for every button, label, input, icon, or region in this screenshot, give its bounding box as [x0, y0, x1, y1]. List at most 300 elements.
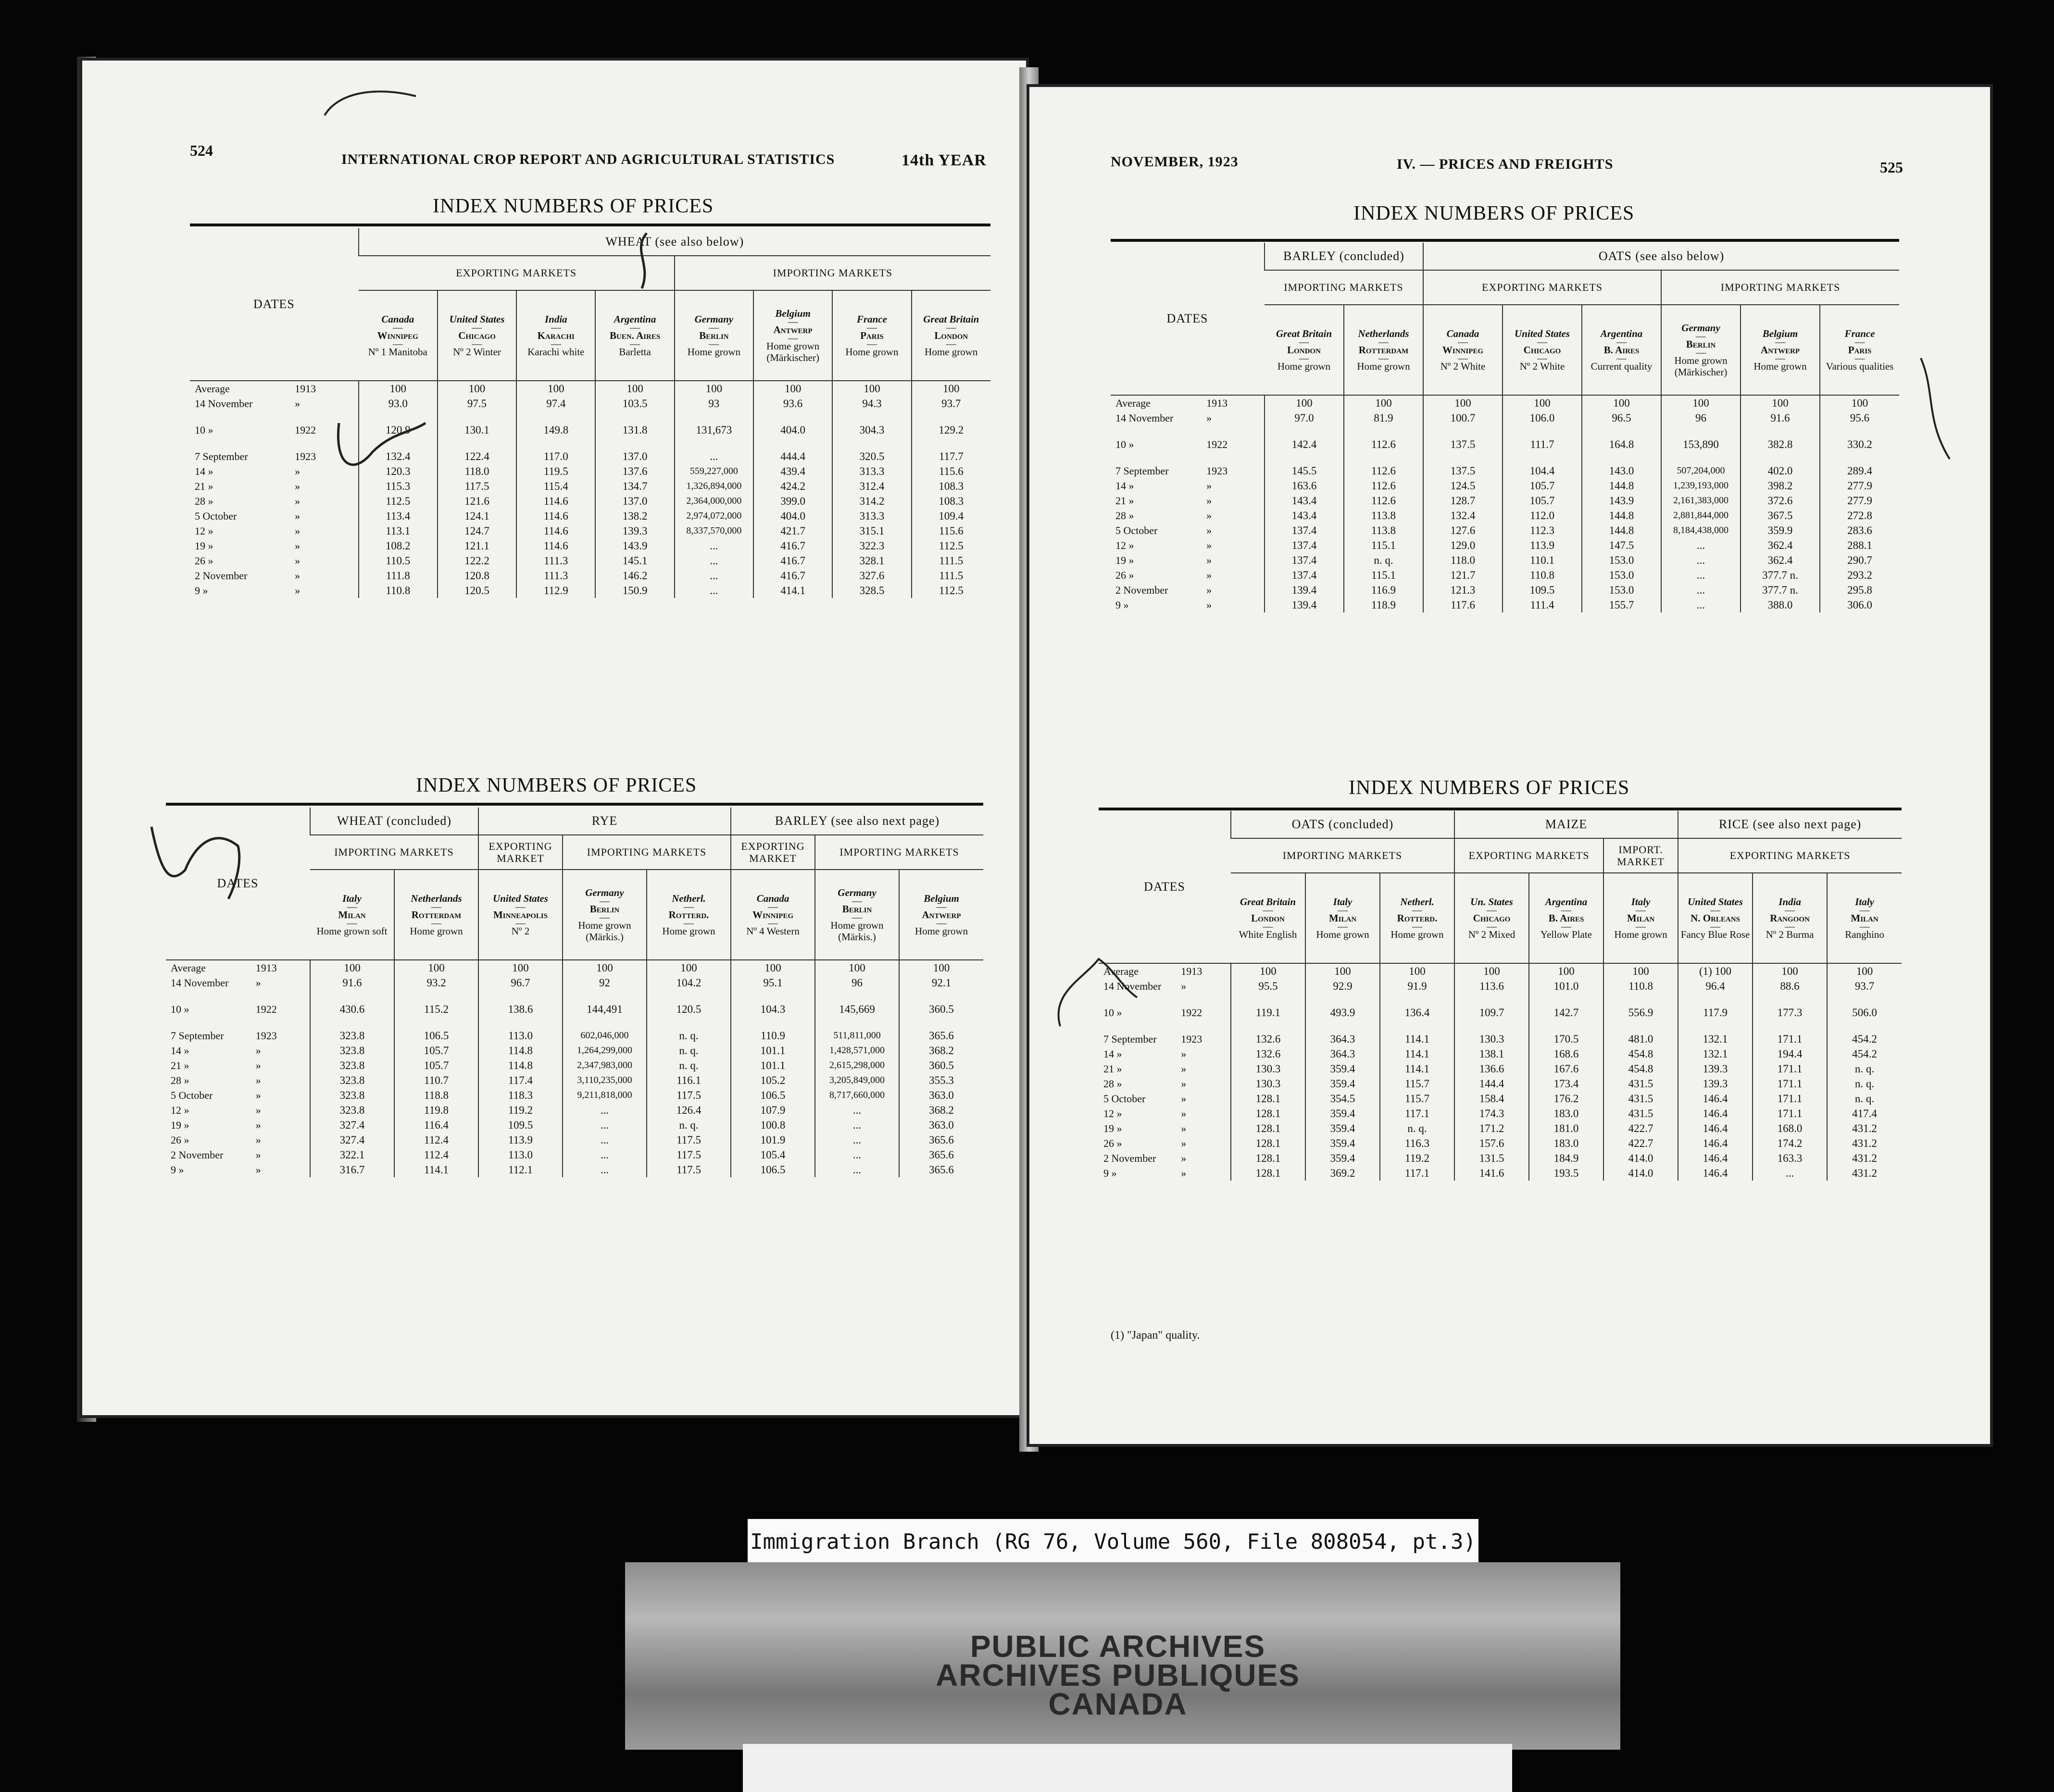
- value-cell: 112.9: [516, 583, 595, 598]
- ink-scribble: [329, 413, 435, 481]
- table-row: [1111, 493, 1899, 508]
- value-cell: 100: [647, 960, 731, 975]
- value-cell: 100: [516, 381, 595, 396]
- date-label: 2 November: [1103, 1152, 1156, 1164]
- market-quality: Nº 2 Burma: [1766, 929, 1814, 941]
- value-cell: 323.8: [310, 1073, 394, 1088]
- spacer-cell: [1678, 1020, 1753, 1032]
- value-cell: 96.7: [478, 975, 563, 990]
- spacer-cell: [1827, 1020, 1902, 1032]
- value-cell: ...: [815, 1118, 899, 1132]
- value-cell: 414.1: [753, 583, 832, 598]
- date-year: »: [1206, 479, 1212, 492]
- market-header: [595, 290, 674, 381]
- value-cell: 95.5: [1231, 979, 1305, 994]
- value-cell: 359.4: [1305, 1151, 1380, 1166]
- market-header: [753, 290, 832, 381]
- value-cell: 1,239,193,000: [1661, 478, 1741, 493]
- table-row: [1099, 1121, 1902, 1136]
- subgroup-header: EXPORTING MARKETS: [1423, 270, 1661, 305]
- table-row: [1111, 395, 1899, 411]
- market-country: India: [544, 313, 567, 325]
- value-cell: 100: [563, 960, 647, 975]
- value-cell: 507,204,000: [1661, 463, 1741, 478]
- spacer-cell: [1380, 994, 1454, 1005]
- table-row: [1111, 463, 1899, 478]
- value-cell: 110.9: [731, 1028, 815, 1043]
- date-year: »: [295, 524, 301, 537]
- subgroup-header: IMPORTING MARKETS: [1661, 270, 1899, 305]
- date-label: 21 »: [1115, 494, 1134, 507]
- value-cell: 168.0: [1753, 1121, 1827, 1136]
- date-year: 1913: [1206, 397, 1228, 409]
- dash-separator: —: [1696, 347, 1706, 358]
- value-cell: 115.4: [516, 479, 595, 494]
- date-cell: [1111, 597, 1265, 612]
- date-cell: [1099, 1061, 1231, 1076]
- value-cell: 117.0: [516, 449, 595, 464]
- date-cell: [190, 479, 359, 494]
- value-cell: 145.1: [595, 553, 674, 568]
- table-row: [190, 523, 990, 538]
- value-cell: 330.2: [1820, 437, 1899, 452]
- dash-separator: —: [852, 895, 863, 907]
- market-city: Rotterdam: [411, 908, 462, 921]
- value-cell: 100: [1454, 963, 1529, 979]
- market-country: Great Britain: [1240, 896, 1296, 908]
- value-cell: 137.4: [1265, 553, 1344, 568]
- market-country: Germany: [1681, 322, 1720, 334]
- value-cell: 142.7: [1529, 1005, 1603, 1020]
- market-quality: Home grown: [410, 925, 463, 937]
- market-quality: Fancy Blue Rose: [1680, 929, 1750, 941]
- spacer-cell: [1741, 452, 1820, 463]
- value-cell: 144,491: [563, 1002, 647, 1017]
- value-cell: 115.7: [1380, 1076, 1454, 1091]
- value-cell: 110.1: [1503, 553, 1582, 568]
- date-cell: [190, 494, 359, 509]
- value-cell: 2,347,983,000: [563, 1058, 647, 1073]
- group-header: RYE: [478, 808, 731, 835]
- value-cell: 402.0: [1741, 463, 1820, 478]
- value-cell: 112.5: [912, 583, 990, 598]
- date-label: 19 »: [1103, 1122, 1122, 1134]
- market-city: Winnipeg: [1442, 344, 1484, 356]
- table-row: [190, 423, 990, 437]
- left-table1-title: INDEX NUMBERS OF PRICES: [433, 195, 714, 217]
- value-cell: 143.4: [1265, 493, 1344, 508]
- table-row: [166, 1147, 983, 1162]
- date-label: 26 »: [171, 1133, 189, 1146]
- value-cell: 158.4: [1454, 1091, 1529, 1106]
- value-cell: 109.4: [912, 509, 990, 523]
- market-header: [1820, 305, 1899, 395]
- value-cell: 120.9: [359, 423, 438, 437]
- dash-separator: —: [788, 315, 798, 327]
- market-header: [832, 290, 911, 381]
- value-cell: 121.1: [438, 538, 516, 553]
- value-cell: 417.4: [1827, 1106, 1902, 1121]
- spacer-cell: [516, 437, 595, 449]
- spacer-cell: [1111, 452, 1265, 463]
- date-year: »: [1181, 1122, 1187, 1134]
- value-cell: 399.0: [753, 494, 832, 509]
- value-cell: 119.5: [516, 464, 595, 479]
- value-cell: 388.0: [1741, 597, 1820, 612]
- value-cell: 304.3: [832, 423, 911, 437]
- spacer-cell: [899, 1017, 983, 1028]
- value-cell: 277.9: [1820, 478, 1899, 493]
- market-header: [1603, 873, 1678, 963]
- value-cell: 116.1: [647, 1073, 731, 1088]
- date-label: 14 November: [1115, 411, 1174, 424]
- table-row: [1099, 1032, 1902, 1046]
- value-cell: 277.9: [1820, 493, 1899, 508]
- value-cell: 130.3: [1231, 1076, 1305, 1091]
- value-cell: 559,227,000: [675, 464, 753, 479]
- dash-separator: —: [936, 900, 947, 912]
- market-header: [731, 870, 815, 960]
- market-city: Winnipeg: [752, 908, 794, 921]
- subgroup-header: IMPORTING MARKETS: [815, 835, 983, 870]
- value-cell: n. q.: [647, 1028, 731, 1043]
- value-cell: 314.2: [832, 494, 911, 509]
- value-cell: 91.9: [1380, 979, 1454, 994]
- value-cell: 100.7: [1423, 411, 1503, 425]
- spacer-row: [1099, 1020, 1902, 1032]
- table-row: [166, 1162, 983, 1177]
- date-label: 28 »: [1115, 509, 1134, 522]
- date-year: »: [1181, 1107, 1187, 1120]
- spacer-cell: [1753, 994, 1827, 1005]
- market-header: [675, 290, 753, 381]
- dash-separator: —: [1710, 921, 1721, 933]
- value-cell: ...: [563, 1118, 647, 1132]
- market-header: [394, 870, 478, 960]
- dash-separator: —: [1785, 921, 1795, 933]
- date-cell: [1111, 463, 1265, 478]
- date-cell: [166, 1103, 310, 1118]
- value-cell: 117.5: [647, 1132, 731, 1147]
- market-country: India: [1778, 896, 1801, 908]
- value-cell: 431.2: [1827, 1121, 1902, 1136]
- value-cell: 130.3: [1231, 1061, 1305, 1076]
- date-year: 1913: [255, 961, 277, 974]
- value-cell: 3,205,849,000: [815, 1073, 899, 1088]
- spacer-cell: [1582, 425, 1661, 437]
- value-cell: 363.0: [899, 1088, 983, 1103]
- date-year: 1923: [1206, 464, 1228, 477]
- group-header: OATS (see also below): [1423, 243, 1899, 270]
- value-cell: 116.4: [394, 1118, 478, 1132]
- dash-separator: —: [709, 321, 719, 333]
- date-label: Average: [195, 382, 230, 395]
- right-page: [1027, 84, 1993, 1447]
- market-city: London: [934, 329, 968, 341]
- value-cell: 100: [478, 960, 563, 975]
- value-cell: ...: [675, 538, 753, 553]
- value-cell: 272.8: [1820, 508, 1899, 523]
- table-row: [1111, 583, 1899, 597]
- market-city: Berlin: [699, 329, 729, 341]
- table-row: [190, 464, 990, 479]
- date-label: 14 »: [195, 465, 213, 477]
- dash-separator: —: [1378, 336, 1389, 348]
- paper-strip: [743, 1744, 1512, 1792]
- date-label: 9 »: [1103, 1167, 1117, 1179]
- value-cell: 171.1: [1753, 1106, 1827, 1121]
- value-cell: 145,669: [815, 1002, 899, 1017]
- market-header: [647, 870, 731, 960]
- market-quality: Home grown: [662, 925, 715, 937]
- spacer-cell: [753, 437, 832, 449]
- value-cell: 481.0: [1603, 1032, 1678, 1046]
- date-label: 21 »: [171, 1059, 189, 1071]
- dates-header: DATES: [190, 228, 359, 381]
- date-cell: [166, 1162, 310, 1177]
- market-header: [1423, 305, 1503, 395]
- spacer-cell: [912, 411, 990, 423]
- spacer-row: [1111, 452, 1899, 463]
- value-cell: 511,811,000: [815, 1028, 899, 1043]
- value-cell: 124.5: [1423, 478, 1503, 493]
- value-cell: 128.1: [1231, 1091, 1305, 1106]
- dash-separator: —: [1487, 904, 1497, 916]
- date-year: »: [1206, 598, 1212, 611]
- spacer-cell: [310, 990, 394, 1002]
- spacer-cell: [1678, 994, 1753, 1005]
- value-cell: 323.8: [310, 1088, 394, 1103]
- market-header: [912, 290, 990, 381]
- date-label: 12 »: [195, 524, 213, 537]
- spacer-cell: [675, 411, 753, 423]
- market-city: Antwerp: [1761, 344, 1800, 356]
- value-cell: 105.7: [394, 1058, 478, 1073]
- dash-separator: —: [1378, 352, 1389, 364]
- table-row: [1111, 523, 1899, 538]
- table-row: [190, 538, 990, 553]
- date-cell: [1111, 493, 1265, 508]
- market-country: Germany: [585, 886, 624, 898]
- table-row: [166, 960, 983, 975]
- dash-separator: —: [852, 911, 863, 923]
- value-cell: n. q.: [647, 1043, 731, 1058]
- value-cell: 431.2: [1827, 1166, 1902, 1181]
- dash-separator: —: [1263, 904, 1273, 916]
- value-cell: ...: [563, 1103, 647, 1118]
- market-city: Chicago: [458, 329, 496, 341]
- value-cell: 119.2: [478, 1103, 563, 1118]
- market-country: Netherlands: [411, 892, 462, 904]
- table-row: [1111, 508, 1899, 523]
- market-quality: Nº 1 Manitoba: [368, 346, 427, 358]
- date-cell: [1111, 583, 1265, 597]
- value-cell: 431.2: [1827, 1151, 1902, 1166]
- date-year: »: [1181, 1047, 1187, 1060]
- value-cell: 100: [1231, 963, 1305, 979]
- group-header: RICE (see also next page): [1678, 811, 1902, 838]
- dash-separator: —: [684, 900, 694, 912]
- value-cell: 130.1: [438, 423, 516, 437]
- market-country: France: [856, 313, 887, 325]
- value-cell: ...: [815, 1162, 899, 1177]
- dash-separator: —: [709, 338, 719, 350]
- date-year: »: [255, 1133, 261, 1146]
- value-cell: 97.0: [1265, 411, 1344, 425]
- market-quality: Home grown: [1316, 929, 1369, 941]
- value-cell: 91.6: [310, 975, 394, 990]
- market-quality: Home grown: [925, 346, 978, 358]
- market-header: [1582, 305, 1661, 395]
- market-header: [359, 290, 438, 381]
- value-cell: 290.7: [1820, 553, 1899, 568]
- market-header: [1661, 305, 1741, 395]
- date-year: »: [295, 510, 301, 522]
- value-cell: 122.2: [438, 553, 516, 568]
- value-cell: 131.8: [595, 423, 674, 437]
- date-year: 1922: [1181, 1006, 1202, 1019]
- value-cell: 132.6: [1231, 1032, 1305, 1046]
- ink-scribble: [1916, 353, 1959, 464]
- value-cell: 144.8: [1582, 478, 1661, 493]
- value-cell: 144.8: [1582, 523, 1661, 538]
- date-cell: [166, 1073, 310, 1088]
- value-cell: 97.5: [438, 396, 516, 411]
- market-header: [1454, 873, 1529, 963]
- group-header: WHEAT (see also below): [359, 228, 990, 256]
- value-cell: 100: [1820, 395, 1899, 411]
- value-cell: 360.5: [899, 1058, 983, 1073]
- value-cell: 100: [359, 381, 438, 396]
- subgroup-header: IMPORTING MARKETS: [1265, 270, 1423, 305]
- subgroup-header: EXPORTING MARKET: [478, 835, 563, 870]
- spacer-cell: [731, 990, 815, 1002]
- value-cell: 117.4: [478, 1073, 563, 1088]
- dash-separator: —: [1636, 921, 1646, 933]
- spacer-cell: [1111, 425, 1265, 437]
- date-year: »: [1206, 554, 1212, 566]
- dash-separator: —: [1854, 352, 1865, 364]
- table-row: [190, 583, 990, 598]
- spacer-cell: [815, 1017, 899, 1028]
- value-cell: 128.7: [1423, 493, 1503, 508]
- value-cell: 147.5: [1582, 538, 1661, 553]
- value-cell: 118.9: [1344, 597, 1423, 612]
- market-quality: Ranghino: [1845, 929, 1884, 941]
- value-cell: 137.4: [1265, 523, 1344, 538]
- spacer-cell: [1231, 994, 1305, 1005]
- value-cell: 359.4: [1305, 1106, 1380, 1121]
- value-cell: 359.4: [1305, 1121, 1380, 1136]
- date-label: 7 September: [1103, 1033, 1157, 1045]
- spacer-cell: [1603, 994, 1678, 1005]
- value-cell: 2,881,844,000: [1661, 508, 1741, 523]
- value-cell: 101.0: [1529, 979, 1603, 994]
- value-cell: 115.2: [394, 1002, 478, 1017]
- value-cell: 100: [753, 381, 832, 396]
- value-cell: 105.4: [731, 1147, 815, 1162]
- value-cell: 2,615,298,000: [815, 1058, 899, 1073]
- date-label: 10 »: [1115, 438, 1134, 450]
- date-label: 12 »: [1103, 1107, 1122, 1120]
- value-cell: 149.8: [516, 423, 595, 437]
- dash-separator: —: [1263, 921, 1273, 933]
- value-cell: 365.6: [899, 1132, 983, 1147]
- value-cell: 116.9: [1344, 583, 1423, 597]
- value-cell: 122.4: [438, 449, 516, 464]
- dash-separator: —: [866, 321, 877, 333]
- dash-separator: —: [392, 338, 403, 350]
- value-cell: 134.7: [595, 479, 674, 494]
- dash-separator: —: [392, 321, 403, 333]
- value-cell: 109.5: [478, 1118, 563, 1132]
- date-year: »: [295, 584, 301, 597]
- dash-separator: —: [472, 321, 482, 333]
- value-cell: 312.4: [832, 479, 911, 494]
- dash-separator: —: [630, 321, 640, 333]
- value-cell: 313.3: [832, 509, 911, 523]
- value-cell: 2,161,383,000: [1661, 493, 1741, 508]
- value-cell: 132.4: [1423, 508, 1503, 523]
- rule: [166, 803, 983, 806]
- spacer-cell: [832, 411, 911, 423]
- value-cell: 363.0: [899, 1118, 983, 1132]
- value-cell: 106.5: [731, 1162, 815, 1177]
- date-year: »: [1181, 1167, 1187, 1179]
- value-cell: 100: [394, 960, 478, 975]
- value-cell: 424.2: [753, 479, 832, 494]
- market-quality: Home grown: [1614, 929, 1667, 941]
- value-cell: 111.5: [912, 553, 990, 568]
- value-cell: ...: [675, 568, 753, 583]
- value-cell: 181.0: [1529, 1121, 1603, 1136]
- value-cell: 365.6: [899, 1162, 983, 1177]
- value-cell: 110.8: [359, 583, 438, 598]
- value-cell: 114.1: [1380, 1046, 1454, 1061]
- value-cell: 359.4: [1305, 1076, 1380, 1091]
- value-cell: 439.4: [753, 464, 832, 479]
- value-cell: 127.6: [1423, 523, 1503, 538]
- date-cell: [1099, 1106, 1231, 1121]
- market-country: Belgium: [924, 892, 959, 904]
- date-year: »: [295, 495, 301, 507]
- group-header: OATS (concluded): [1231, 811, 1454, 838]
- value-cell: 124.1: [438, 509, 516, 523]
- date-year: »: [255, 1163, 261, 1176]
- value-cell: 108.2: [359, 538, 438, 553]
- market-quality: Nº 2 White: [1440, 361, 1486, 373]
- value-cell: 359.9: [1741, 523, 1820, 538]
- table-row: [190, 553, 990, 568]
- value-cell: 143.4: [1265, 508, 1344, 523]
- spacer-cell: [832, 437, 911, 449]
- value-cell: 113.8: [1344, 523, 1423, 538]
- date-cell: [190, 568, 359, 583]
- date-year: »: [1206, 494, 1212, 507]
- market-header: [516, 290, 595, 381]
- date-cell: [1111, 568, 1265, 583]
- date-cell: [1111, 411, 1265, 425]
- dash-separator: —: [1775, 352, 1786, 364]
- market-city: Berlin: [1686, 338, 1716, 350]
- dash-separator: —: [946, 338, 956, 350]
- value-cell: 96.5: [1582, 411, 1661, 425]
- value-cell: 92.1: [899, 975, 983, 990]
- value-cell: 100: [1661, 395, 1741, 411]
- value-cell: 95.6: [1820, 411, 1899, 425]
- date-year: »: [295, 480, 301, 492]
- value-cell: 115.6: [912, 523, 990, 538]
